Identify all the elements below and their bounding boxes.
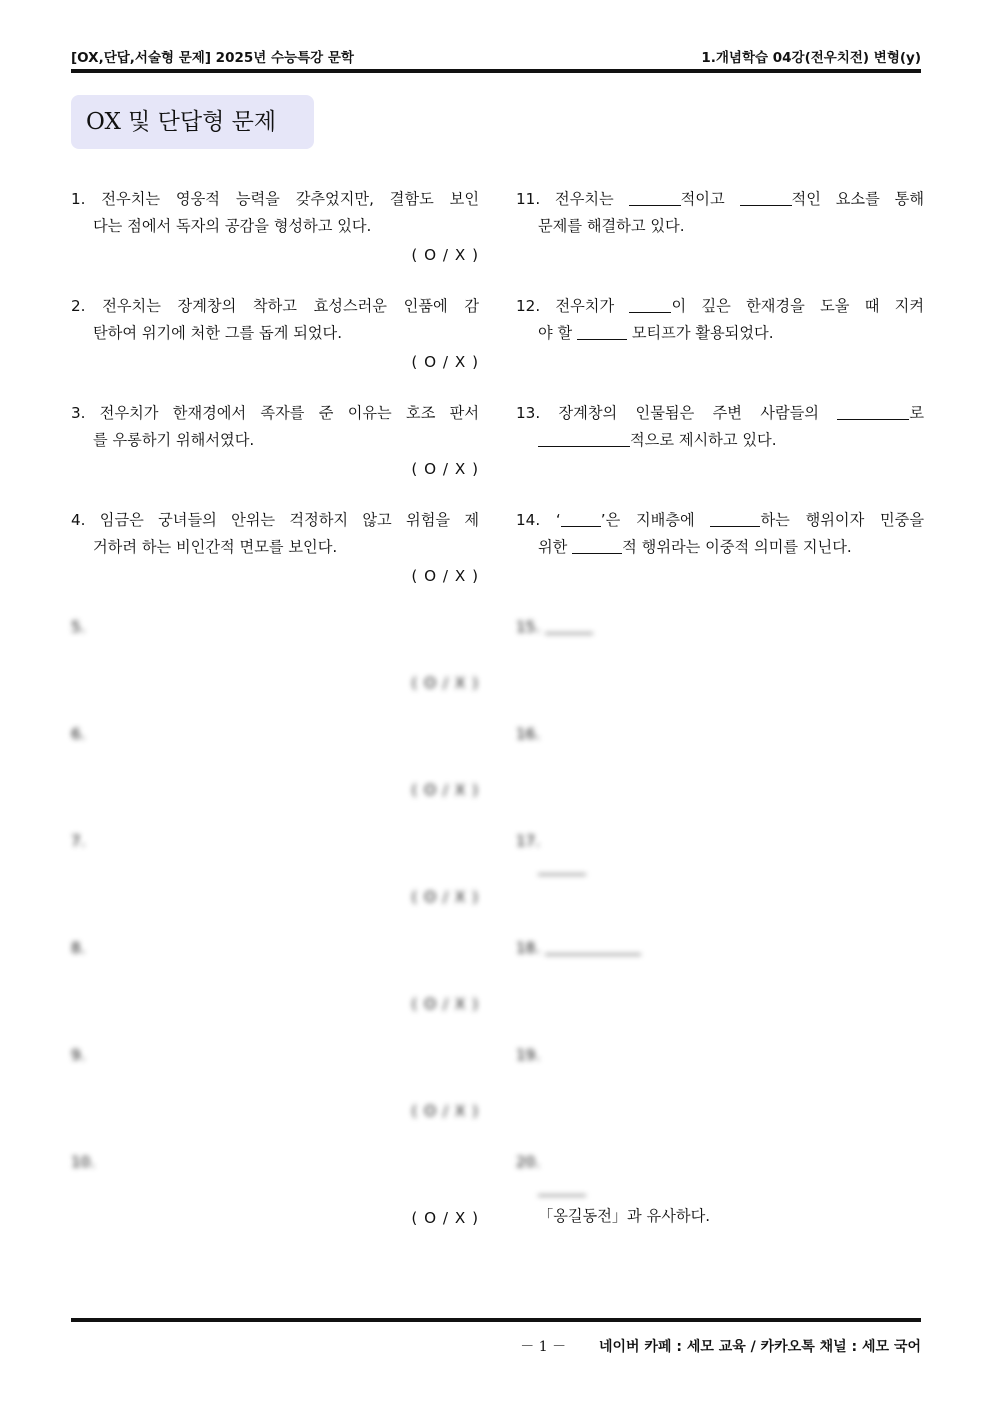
- ox-mark: ( O / X ): [411, 781, 479, 799]
- question-number: 17.: [516, 832, 541, 850]
- ox-question-column: [71, 186, 479, 1256]
- question-number: 15.: [516, 618, 541, 636]
- question-text: 모티프가 활용되었다.: [631, 324, 774, 342]
- short-answer-question-obscured: [516, 1042, 924, 1149]
- question-number: 6.: [71, 725, 86, 743]
- ox-mark: ( O / X ): [411, 460, 479, 478]
- question-number: 3.: [71, 404, 86, 422]
- ox-mark: ( O / X ): [411, 888, 479, 906]
- question-text: 하는 행위이자 민중을: [760, 511, 925, 529]
- question-text: 임금은 궁녀들의 안위는 걱정하지 않고 위험을 제: [99, 511, 479, 529]
- question-text: 「옹길동전」과 유사하다.: [538, 1207, 711, 1225]
- question-text: 전우치는: [555, 190, 614, 208]
- question-number: 7.: [71, 832, 86, 850]
- ox-question: [71, 293, 479, 400]
- header-rule: [71, 69, 921, 73]
- question-number: 1.: [71, 190, 86, 208]
- ox-mark: ( O / X ): [411, 567, 479, 585]
- answer-blank[interactable]: [740, 189, 792, 206]
- ox-question-obscured: [71, 828, 479, 935]
- ox-question-obscured: [71, 1042, 479, 1149]
- footer-rule: [71, 1318, 921, 1322]
- question-text: 적인 요소를 통해: [791, 190, 925, 208]
- question-text: 장계창의 인물됨은 주변 사람들의: [558, 404, 819, 422]
- ox-mark: ( O / X ): [411, 674, 479, 692]
- question-text: 적이고: [680, 190, 725, 208]
- ox-mark: ( O / X ): [411, 246, 479, 264]
- question-text: 야 할: [538, 324, 573, 342]
- question-text: 로: [909, 404, 925, 422]
- short-answer-question-obscured: [516, 935, 924, 1042]
- short-answer-question-obscured: [516, 614, 924, 721]
- question-text: 적 행위라는 이중적 의미를 지닌다.: [622, 538, 852, 556]
- question-number: 16.: [516, 725, 541, 743]
- question-text: ’은 지배층에: [600, 511, 695, 529]
- answer-blank[interactable]: [629, 189, 681, 206]
- ox-question-obscured: [71, 721, 479, 828]
- page-header: [71, 44, 921, 66]
- answer-blank[interactable]: [577, 323, 627, 340]
- ox-question: [71, 400, 479, 507]
- question-text: 탄하여 위기에 처한 그를 돕게 되었다.: [93, 324, 343, 342]
- question-text: 거하려 하는 비인간적 면모를 보인다.: [93, 538, 338, 556]
- short-answer-question-obscured: [516, 721, 924, 828]
- answer-blank[interactable]: [837, 403, 909, 420]
- ox-mark: ( O / X ): [411, 1102, 479, 1120]
- short-answer-column: [516, 186, 924, 1256]
- ox-mark: ( O / X ): [411, 1209, 479, 1227]
- short-answer-question-partially-obscured: [516, 1149, 924, 1256]
- footer-text: 네이버 카페 : 세모 교육 / 카카오톡 채널 : 세모 국어: [598, 1339, 921, 1355]
- question-text: 이 깊은 한재경을 도울 때 지켜: [671, 297, 925, 315]
- answer-blank[interactable]: [710, 510, 760, 527]
- page-footer: [520, 1336, 921, 1356]
- question-text: 적으로 제시하고 있다.: [630, 431, 777, 449]
- page-number: － 1 －: [520, 1339, 567, 1355]
- question-number: 19.: [516, 1046, 541, 1064]
- question-number: 11.: [516, 190, 541, 208]
- answer-blank[interactable]: [545, 938, 641, 955]
- question-number: 9.: [71, 1046, 86, 1064]
- question-text: 를 우롱하기 위해서였다.: [93, 431, 255, 449]
- ox-question-partially-obscured: [71, 1149, 479, 1256]
- ox-mark: ( O / X ): [411, 995, 479, 1013]
- question-text: 다는 점에서 독자의 공감을 형성하고 있다.: [93, 217, 372, 235]
- question-text: 위한: [538, 538, 568, 556]
- short-answer-question: [516, 293, 924, 400]
- question-number: 18.: [516, 939, 541, 957]
- question-number: 5.: [71, 618, 86, 636]
- question-text: 문제를 해결하고 있다.: [538, 217, 685, 235]
- question-text: 전우치가: [555, 297, 615, 315]
- question-number: 2.: [71, 297, 86, 315]
- short-answer-question: [516, 400, 924, 507]
- question-text: 전우치는 영웅적 능력을 갖추었지만, 결함도 보인: [101, 190, 479, 208]
- header-right-title: 1.개념학습 04강(전우치전) 변형(y): [701, 50, 921, 66]
- answer-blank[interactable]: [538, 1179, 586, 1196]
- ox-mark: ( O / X ): [411, 353, 479, 371]
- short-answer-question: [516, 507, 924, 614]
- short-answer-question-obscured: [516, 828, 924, 935]
- section-title: OX 및 단답형 문제: [71, 95, 314, 149]
- ox-question: [71, 186, 479, 293]
- answer-blank[interactable]: [545, 617, 593, 634]
- question-number: 14.: [516, 511, 541, 529]
- header-left-title: [OX,단답,서술형 문제] 2025년 수능특강 문학: [71, 50, 354, 66]
- question-number: 4.: [71, 511, 86, 529]
- question-number: 20.: [516, 1153, 541, 1171]
- question-text: 전우치가 한재경에서 족자를 준 이유는 호조 판서: [99, 404, 479, 422]
- question-number: 12.: [516, 297, 541, 315]
- answer-blank[interactable]: [538, 858, 586, 875]
- ox-question: [71, 507, 479, 614]
- answer-blank[interactable]: [572, 537, 622, 554]
- question-text: ‘: [555, 511, 561, 529]
- question-number: 8.: [71, 939, 86, 957]
- ox-question-obscured: [71, 614, 479, 721]
- answer-blank[interactable]: [561, 510, 601, 527]
- answer-blank[interactable]: [538, 430, 630, 447]
- ox-question-obscured: [71, 935, 479, 1042]
- question-text: 전우치는 장계창의 착하고 효성스러운 인품에 감: [102, 297, 480, 315]
- question-number: 10.: [71, 1153, 96, 1171]
- answer-blank[interactable]: [629, 296, 671, 313]
- short-answer-question: [516, 186, 924, 293]
- question-number: 13.: [516, 404, 541, 422]
